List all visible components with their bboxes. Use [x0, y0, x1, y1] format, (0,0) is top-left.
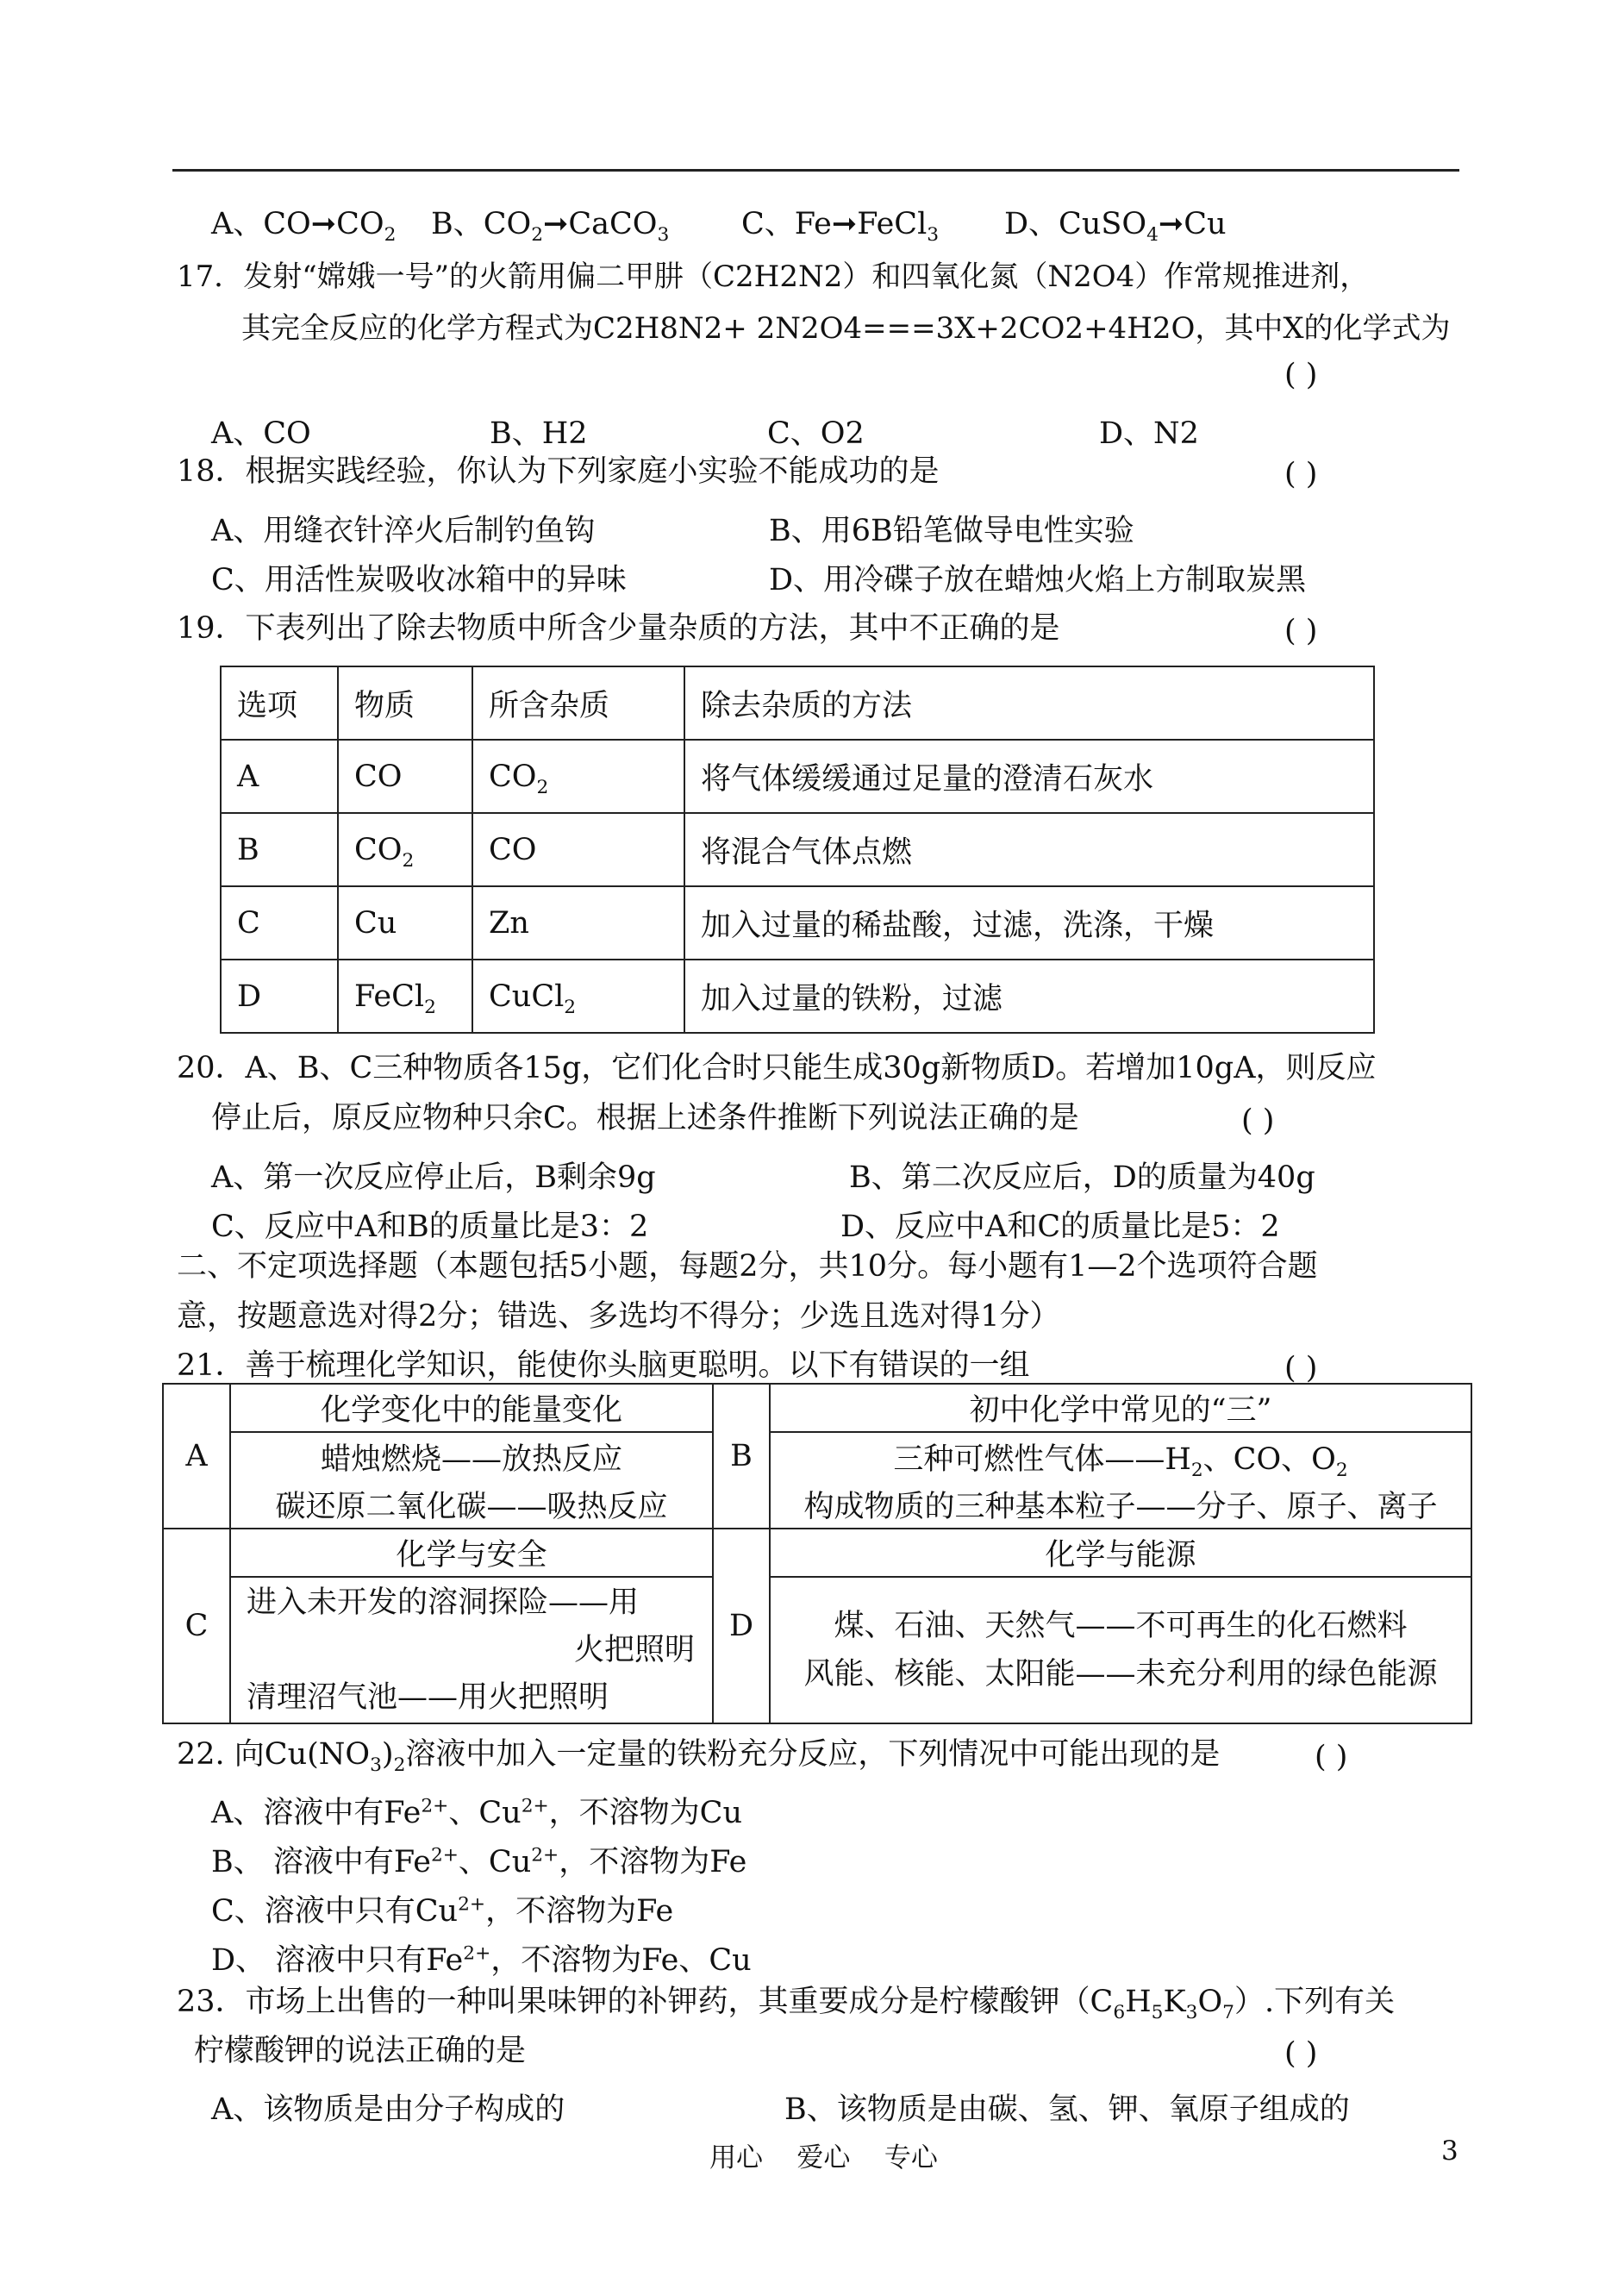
q17-line-1: 17．发射“嫦娥一号”的火箭用偏二甲肼（C2H2N2）和四氧化氮（N2O4）作常规推进剂， — [177, 260, 1370, 294]
q23-line-1: 23．市场上出售的一种叫果味钾的补钾药，其重要成分是柠檬酸钾$(C_6H_5K_3O_7)$.下列有关 — [177, 1985, 1396, 2023]
group-c-title: 化学与安全 — [230, 1529, 713, 1577]
group-d-title: 化学与能源 — [770, 1529, 1471, 1577]
q22-option-b: B、 溶液中有$Fe^{2+}$、$Cu^{2+}$，不溶物为Fe — [211, 1844, 747, 1879]
q18-stem: 18．根据实践经验，你认为下列家庭小实验不能成功的是 — [177, 454, 940, 489]
group-d-label: D — [713, 1529, 770, 1723]
group-c-item-1: 进入未开发的溶洞探险——用 — [247, 1585, 640, 1620]
q19-table — [220, 666, 1375, 1034]
row-method: 加入过量的铁粉，过滤 — [684, 960, 1374, 1033]
row-substance: $CO_2$ — [338, 813, 472, 886]
q22-stem: 22. 向$Cu(NO_3)_2$溶液中加入一定量的铁粉充分反应，下列情况中可能出现的是 — [177, 1737, 1221, 1776]
header-method: 除去杂质的方法 — [684, 666, 1374, 740]
row-substance: CO — [338, 740, 472, 813]
group-b-label: B — [713, 1384, 770, 1529]
header-rule — [172, 169, 1459, 172]
q17-line-2: 其完全反应的化学方程式为C2H8N2+ 2N2O4===3X+2CO2+4H2O，其中X的化学式为 — [241, 311, 1451, 346]
q20-option-d: D、反应中A和C的质量比是5：2 — [840, 1210, 1280, 1244]
group-d-item-1: 煤、石油、天然气——不可再生的化石燃料 — [834, 1609, 1408, 1643]
q20-option-c: C、反应中A和B的质量比是3：2 — [211, 1210, 649, 1244]
q18-option-c: C、用活性炭吸收冰箱中的异味 — [211, 563, 627, 597]
group-b-item-2: 构成物质的三种基本粒子——分子、原子、离子 — [770, 1480, 1471, 1529]
q23-line-2: 柠檬酸钾的说法正确的是 — [194, 2034, 527, 2068]
q22-option-c: C、溶液中只有$Cu^{2+}$，不溶物为Fe — [211, 1893, 674, 1929]
q18-option-a: A、用缝衣针淬火后制钓鱼钩 — [211, 514, 596, 548]
q18-option-d: D、用冷碟子放在蜡烛火焰上方制取炭黑 — [769, 563, 1307, 597]
group-b-item-1: 三种可燃性气体$——H_2$、CO、$O_2$ — [770, 1432, 1471, 1480]
row-option: B — [221, 813, 338, 886]
group-a-item-2: 碳还原二氧化碳——吸热反应 — [230, 1480, 713, 1529]
q17-option-a: A、CO — [211, 416, 311, 451]
q18-option-b: B、用6B铅笔做导电性实验 — [769, 514, 1134, 548]
row-method: 将气体缓缓通过足量的澄清石灰水 — [684, 740, 1374, 813]
group-c-item-1-cont: 火把照明 — [573, 1632, 695, 1667]
q22-option-d: D、 溶液中只有$Fe^{2+}$，不溶物为Fe、Cu — [211, 1942, 752, 1978]
q23-option-b: B、该物质是由碳、氢、钾、氧原子组成的 — [784, 2092, 1350, 2127]
q21-answer-bracket: ( ) — [1284, 1351, 1318, 1385]
q17-answer-bracket: ( ) — [1284, 358, 1318, 392]
row-option: C — [221, 886, 338, 960]
group-c-item-2: 清理沼气池——用火把照明 — [247, 1679, 609, 1715]
q21-table — [162, 1383, 1472, 1724]
q16-option-a: A、$CO➞CO_2$ — [211, 207, 397, 246]
header-substance: 物质 — [338, 666, 472, 740]
q23-answer-bracket: ( ) — [1284, 2036, 1318, 2071]
q20-line-2: 停止后，原反应物种只余C。根据上述条件推断下列说法正确的是 — [211, 1101, 1079, 1135]
q22-answer-bracket: ( ) — [1315, 1740, 1348, 1774]
q23-option-a: A、该物质是由分子构成的 — [211, 2092, 565, 2127]
q19-stem: 19．下表列出了除去物质中所含少量杂质的方法，其中不正确的是 — [177, 611, 1060, 646]
row-impurity: $CO_2$ — [472, 740, 684, 813]
q20-option-b: B、第二次反应后，D的质量为40g — [849, 1160, 1315, 1195]
q19-answer-bracket: ( ) — [1284, 614, 1318, 648]
row-option: D — [221, 960, 338, 1033]
group-a-label: A — [163, 1384, 230, 1529]
group-a-item-1: 蜡烛燃烧——放热反应 — [230, 1432, 713, 1480]
table-header-row — [221, 666, 1374, 740]
page-number: 3 — [1441, 2136, 1458, 2167]
group-d-item-2: 风能、核能、太阳能——未充分利用的绿色能源 — [803, 1657, 1438, 1692]
q16-option-d: D、CuSO$_4$➞Cu — [1004, 207, 1227, 246]
row-method: 加入过量的稀盐酸，过滤，洗涤，干燥 — [684, 886, 1374, 960]
row-substance: FeCl$_2$ — [338, 960, 472, 1033]
row-impurity: CO — [472, 813, 684, 886]
q22-option-a: A、溶液中有$Fe^{2+}$、$Cu^{2+}$，不溶物为Cu — [211, 1795, 742, 1830]
q21-stem: 21．善于梳理化学知识，能使你头脑更聪明。以下有错误的一组 — [177, 1348, 1030, 1383]
row-substance: Cu — [338, 886, 472, 960]
q17-option-c: C、O2 — [767, 416, 865, 451]
group-a-title: 化学变化中的能量变化 — [230, 1384, 713, 1432]
section-2-heading-line-2: 意，按题意选对得2分；错选、多选均不得分；少选且选对得1分） — [177, 1299, 1060, 1334]
section-2-heading-line-1: 二、不定项选择题（本题包括5小题，每题2分，共10分。每小题有1—2个选项符合题 — [177, 1249, 1318, 1284]
q20-option-a: A、第一次反应停止后，B剩余9g — [211, 1160, 656, 1195]
q17-option-d: D、N2 — [1099, 416, 1199, 451]
table-row — [221, 960, 1374, 1033]
q20-answer-bracket: ( ) — [1241, 1104, 1275, 1138]
q20-line-1: 20．A、B、C三种物质各15g，它们化合时只能生成30g新物质D。若增加10gA，则反应 — [177, 1051, 1377, 1085]
row-impurity: CuCl$_2$ — [472, 960, 684, 1033]
q18-answer-bracket: ( ) — [1284, 457, 1318, 491]
group-c-items — [230, 1577, 713, 1723]
table-row — [221, 813, 1374, 886]
row-method: 将混合气体点燃 — [684, 813, 1374, 886]
row-option: A — [221, 740, 338, 813]
row-impurity: Zn — [472, 886, 684, 960]
group-c-label: C — [163, 1529, 230, 1723]
header-option: 选项 — [221, 666, 338, 740]
header-impurity: 所含杂质 — [472, 666, 684, 740]
q16-option-b: B、$CO_2➞CaCO_3$ — [431, 207, 670, 246]
q17-option-b: B、H2 — [490, 416, 588, 451]
table-row — [221, 740, 1374, 813]
footer-motto: 用心 爱心 专心 — [709, 2142, 938, 2173]
group-d-items — [770, 1577, 1471, 1723]
q16-option-c: C、Fe➞FeCl$_3$ — [741, 207, 940, 246]
group-b-title: 初中化学中常见的“三” — [770, 1384, 1471, 1432]
table-row — [221, 886, 1374, 960]
